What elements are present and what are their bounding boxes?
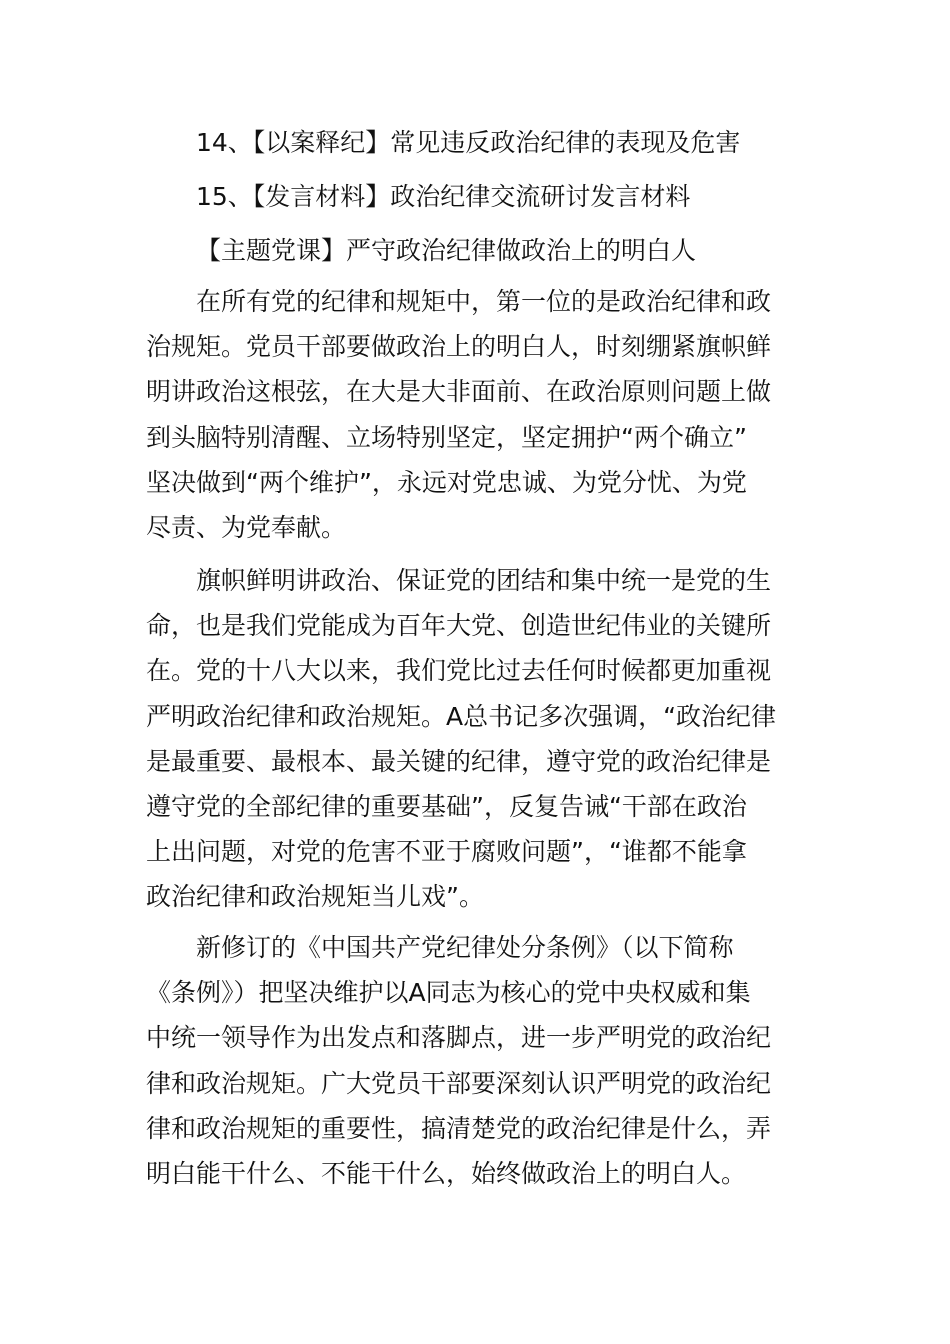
paragraph-line: 严明政治纪律和政治规矩。A总书记多次强调，“政治纪律 <box>146 701 777 731</box>
paragraph-line: 在。党的十八大以来，我们党比过去任何时候都更加重视 <box>146 656 772 686</box>
paragraph-line: 旗帜鲜明讲政治、保证党的团结和集中统一是党的生 <box>196 566 772 595</box>
paragraph-line: 上出问题，对党的危害不亚于腐败问题”，“谁都不能拿 <box>146 837 747 867</box>
paragraph-1 <box>146 279 806 550</box>
paragraph-line: 政治纪律和政治规矩当儿戏”。 <box>146 882 484 912</box>
list-item-14: 14、【以案释纪】常见违反政治纪律的表现及危害 <box>196 128 741 157</box>
list-item-15: 15、【发言材料】政治纪律交流研讨发言材料 <box>196 182 691 211</box>
paragraph-line: 明白能干什么、不能干什么，始终做政治上的明白人。 <box>146 1158 747 1188</box>
paragraph-line: 命，也是我们党能成为百年大党、创造世纪伟业的关键所 <box>146 611 772 641</box>
paragraph-line: 新修订的《中国共产党纪律处分条例》（以下简称 <box>196 933 734 962</box>
paragraph-line: 尽责、为党奉献。 <box>146 512 347 542</box>
paragraph-2 <box>146 558 806 920</box>
paragraph-line: 到头脑特别清醒、立场特别坚定，坚定拥护“两个确立” <box>146 422 747 452</box>
paragraph-line: 律和政治规矩。广大党员干部要深刻认识严明党的政治纪 <box>146 1068 772 1098</box>
paragraph-line: 律和政治规矩的重要性，搞清楚党的政治纪律是什么，弄 <box>146 1113 772 1143</box>
paragraph-3 <box>146 925 806 1196</box>
paragraph-line: 是最重要、最根本、最关键的纪律，遵守党的政治纪律是 <box>146 746 772 776</box>
paragraph-line: 治规矩。党员干部要做政治上的明白人，时刻绷紧旗帜鲜 <box>146 332 772 362</box>
paragraph-line: 明讲政治这根弦，在大是大非面前、在政治原则问题上做 <box>146 377 772 407</box>
paragraph-line: 坚决做到“两个维护”，永远对党忠诚、为党分忧、为党 <box>146 467 747 497</box>
paragraph-line: 中统一领导作为出发点和落脚点，进一步严明党的政治纪 <box>146 1023 772 1053</box>
section-heading: 【主题党课】严守政治纪律做政治上的明白人 <box>196 236 697 265</box>
paragraph-line: 在所有党的纪律和规矩中，第一位的是政治纪律和政 <box>196 287 772 316</box>
paragraph-line: 遵守党的全部纪律的重要基础”，反复告诫“干部在政治 <box>146 791 747 821</box>
paragraph-line: 《条例》）把坚决维护以A同志为核心的党中央权威和集 <box>146 978 751 1008</box>
